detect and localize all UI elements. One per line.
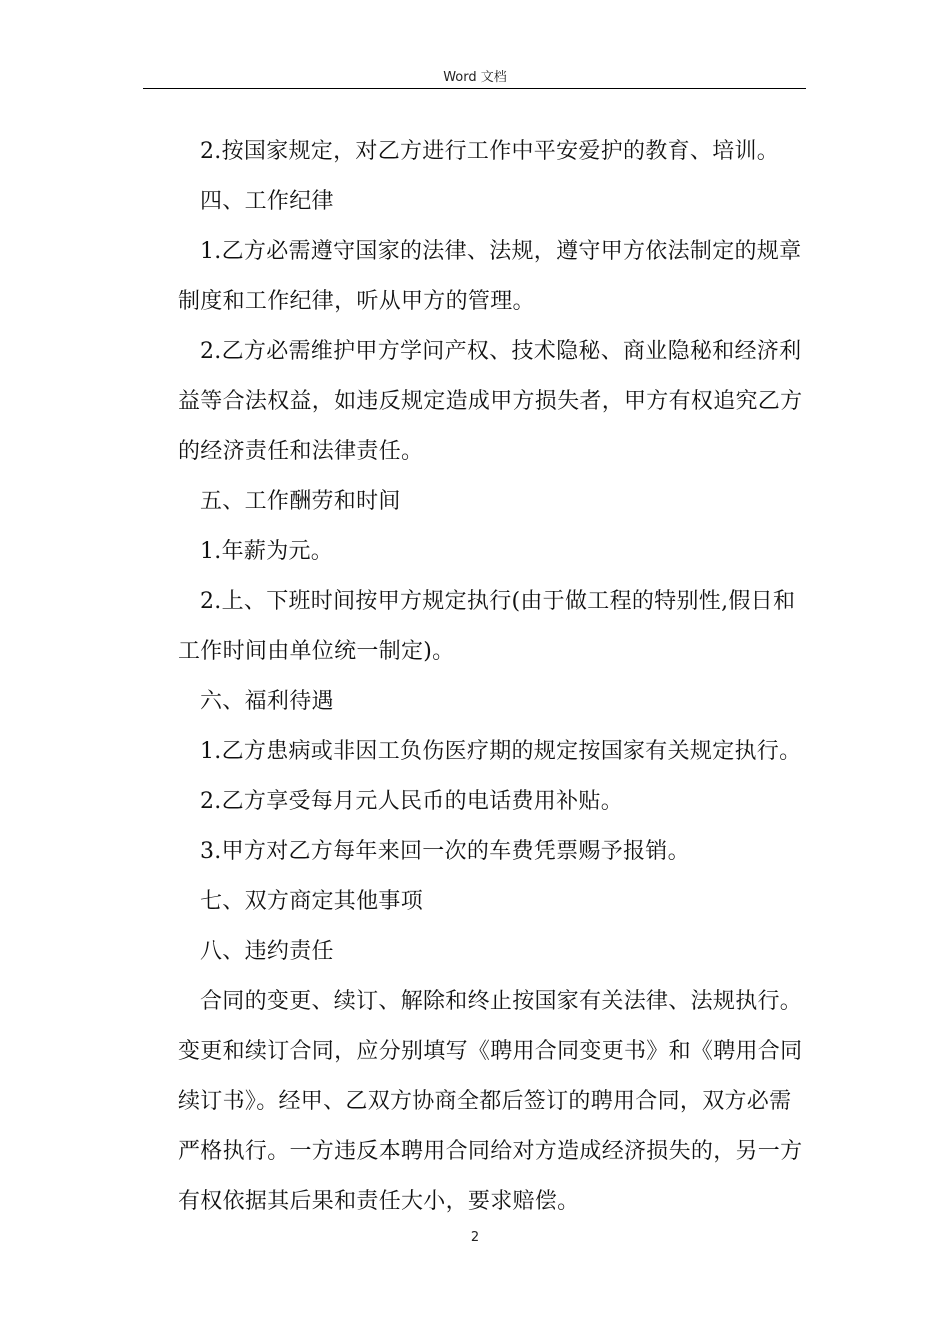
section-heading: 七、双方商定其他事项 [200,889,424,914]
paragraph: 2.上、下班时间按甲方规定执行(由于做工程的特别性,假日和工作时间由单位统一制定)。 [178,589,796,664]
section-heading: 六、福利待遇 [200,689,334,714]
paragraph: 1.乙方患病或非因工负伤医疗期的规定按国家有关规定执行。 [200,739,802,764]
page-number: 2 [470,1230,480,1245]
paragraph: 2.乙方享受每月元人民币的电话费用补贴。 [200,789,623,814]
paragraph: 2.按国家规定，对乙方进行工作中平安爱护的教育、培训。 [200,139,780,164]
paragraph: 合同的变更、续订、解除和终止按国家有关法律、法规执行。变更和续订合同，应分别填写《聘用合同变更书》和《聘用合同续订书》。经甲、乙双方协商全都后签订的聘用合同，双方必需严格执行。一方违反本聘用合同给对方造成经济损失的，另一方有权依据其后果和责任大小，要求赔偿。 [178,989,803,1214]
paragraph: 1.年薪为元。 [200,539,334,564]
document-body [178,127,808,1227]
section-heading: 四、工作纪律 [200,189,334,214]
header-divider [143,88,806,89]
section-heading: 五、工作酬劳和时间 [200,489,401,514]
paragraph: 3.甲方对乙方每年来回一次的车费凭票赐予报销。 [200,839,690,864]
header-title: Word 文档 [443,70,507,85]
paragraph: 1.乙方必需遵守国家的法律、法规，遵守甲方依法制定的规章制度和工作纪律，听从甲方的管理。 [178,239,802,314]
section-heading: 八、违约责任 [200,939,334,964]
paragraph: 2.乙方必需维护甲方学问产权、技术隐秘、商业隐秘和经济利益等合法权益，如违反规定造成甲方损失者，甲方有权追究乙方的经济责任和法律责任。 [178,339,803,464]
